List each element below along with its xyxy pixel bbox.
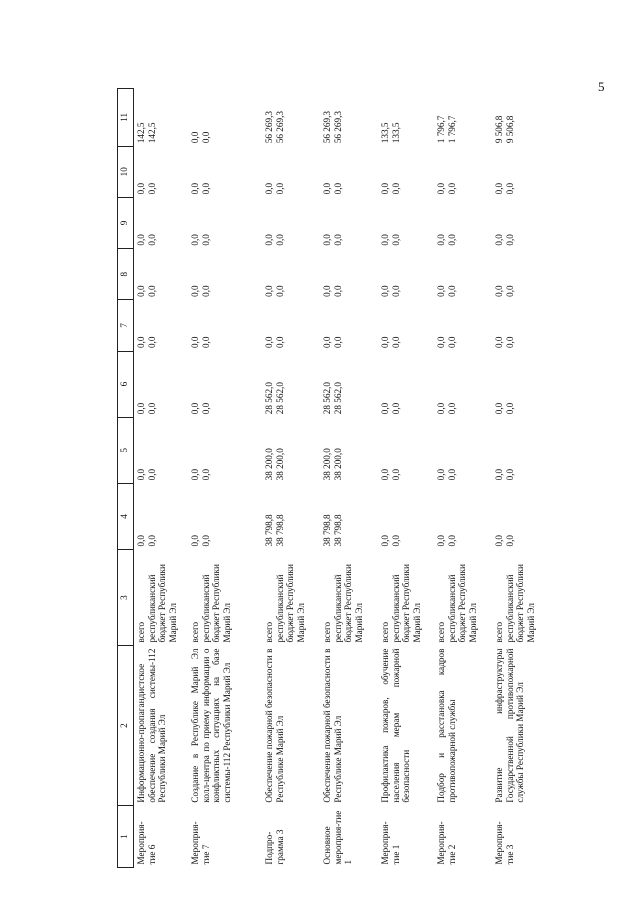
table-row xyxy=(434,89,492,868)
column-header: 11 xyxy=(118,89,134,147)
row-code: Подпро-грамма 3 xyxy=(264,829,285,865)
value-cell: 0,0 0,0 xyxy=(494,535,515,547)
row-code: Мероприя-тие 2 xyxy=(436,821,457,865)
row-code: Мероприя-тие 1 xyxy=(380,821,401,865)
value-cell: 28 562,0 28 562,0 xyxy=(322,382,343,415)
value-cell: 0,0 0,0 xyxy=(436,535,457,547)
value-cell: 0,0 0,0 xyxy=(322,285,343,297)
value-cell: 56 269,3 56 269,3 xyxy=(264,111,285,144)
value-cell: 0,0 0,0 xyxy=(322,336,343,349)
column-header: 4 xyxy=(118,483,134,549)
financing-source: всего республиканский бюджет Республики Марий Эл xyxy=(380,564,422,643)
row-name: Обеспечение пожарной безопасности в Республике Марий Эл xyxy=(264,648,285,803)
value-cell: 142,5 142,5 xyxy=(136,122,157,144)
value-cell: 0,0 0,0 xyxy=(380,402,401,415)
value-cell: 0,0 0,0 xyxy=(380,285,401,297)
value-cell: 0,0 0,0 xyxy=(380,535,401,547)
financing-source: всего республиканский бюджет Республики Марий Эл xyxy=(136,564,178,643)
value-cell: 0,0 0,0 xyxy=(264,285,285,297)
value-cell: 0,0 0,0 xyxy=(190,535,211,547)
column-number-row xyxy=(118,89,134,868)
value-cell: 0,0 0,0 xyxy=(190,131,211,144)
row-name: Информационно-пропагандистское обеспечение создания системы-112 Республики Марий Эл xyxy=(136,648,168,803)
row-name: Обеспечение пожарной безопасности в Республике Марий Эл xyxy=(322,648,343,803)
value-cell: 0,0 0,0 xyxy=(190,336,211,349)
rotated-table-wrapper xyxy=(117,88,547,868)
value-cell: 0,0 0,0 xyxy=(264,336,285,349)
value-cell: 0,0 0,0 xyxy=(264,182,285,195)
value-cell: 0,0 0,0 xyxy=(190,285,211,297)
value-cell: 0,0 0,0 xyxy=(436,234,457,246)
value-cell: 9 506,8 9 506,8 xyxy=(494,115,515,144)
value-cell: 0,0 0,0 xyxy=(436,468,457,481)
row-name: Профилактика пожаров, обучение населения мерам пожарной безопасности xyxy=(380,648,412,803)
financing-source: всего республиканский бюджет Республики Марий Эл xyxy=(264,564,306,643)
value-cell: 0,0 0,0 xyxy=(190,234,211,246)
value-cell: 133,5 133,5 xyxy=(380,122,401,144)
value-cell: 0,0 0,0 xyxy=(494,402,515,415)
value-cell: 0,0 0,0 xyxy=(494,234,515,246)
row-name: Создание в Республике Марий Эл колл-центра по приему информации о конфликтных ситуациях на базе системы-112 Республики Марий Эл xyxy=(190,648,232,803)
value-cell: 38 798,8 38 798,8 xyxy=(322,514,343,547)
row-code: Мероприя-тие 3 xyxy=(494,821,515,865)
column-header: 6 xyxy=(118,351,134,417)
value-cell: 0,0 0,0 xyxy=(136,234,157,246)
table-row xyxy=(134,89,189,868)
table-row xyxy=(492,89,544,868)
value-cell: 0,0 0,0 xyxy=(380,234,401,246)
value-cell: 0,0 0,0 xyxy=(494,182,515,195)
value-cell: 0,0 0,0 xyxy=(136,535,157,547)
value-cell: 0,0 0,0 xyxy=(136,182,157,195)
value-cell: 0,0 0,0 xyxy=(494,285,515,297)
row-code: Мероприя-тие 7 xyxy=(190,821,211,865)
column-header: 5 xyxy=(118,417,134,483)
table-row xyxy=(320,89,378,868)
row-name: Развитие инфраструктуры Государственной противопожарной службы Республики Марий Эл xyxy=(494,648,526,803)
value-cell: 0,0 0,0 xyxy=(322,234,343,246)
value-cell: 56 269,3 56 269,3 xyxy=(322,111,343,144)
value-cell: 0,0 0,0 xyxy=(380,468,401,481)
row-code: Основное мероприя-тие 1 xyxy=(322,810,354,865)
column-header: 10 xyxy=(118,146,134,197)
column-header: 7 xyxy=(118,300,134,351)
financing-source: всего республиканский бюджет Республики Марий Эл xyxy=(190,564,232,643)
value-cell: 0,0 0,0 xyxy=(436,402,457,415)
value-cell: 38 798,8 38 798,8 xyxy=(264,514,285,547)
row-name: Подбор и расстановка кадров противопожарной службы xyxy=(436,648,457,803)
value-cell: 0,0 0,0 xyxy=(136,402,157,415)
column-header: 3 xyxy=(118,550,134,646)
value-cell: 28 562,0 28 562,0 xyxy=(264,382,285,415)
value-cell: 0,0 0,0 xyxy=(136,468,157,481)
page-number: 5 xyxy=(598,79,605,94)
budget-table xyxy=(117,88,544,868)
financing-source: всего республиканский бюджет Республики Марий Эл xyxy=(494,564,536,643)
value-cell: 0,0 0,0 xyxy=(136,285,157,297)
value-cell: 0,0 0,0 xyxy=(190,402,211,415)
value-cell: 0,0 0,0 xyxy=(494,336,515,349)
financing-source: всего республиканский бюджет Республики Марий Эл xyxy=(436,564,478,643)
column-header: 9 xyxy=(118,197,134,248)
value-cell: 0,0 0,0 xyxy=(264,234,285,246)
value-cell: 0,0 0,0 xyxy=(190,182,211,195)
value-cell: 0,0 0,0 xyxy=(436,182,457,195)
column-header: 2 xyxy=(118,646,134,806)
value-cell: 38 200,0 38 200,0 xyxy=(264,448,285,481)
value-cell: 0,0 0,0 xyxy=(494,468,515,481)
column-header: 1 xyxy=(118,806,134,868)
value-cell: 1 796,7 1 796,7 xyxy=(436,115,457,144)
value-cell: 0,0 0,0 xyxy=(136,336,157,349)
financing-source: всего республиканский бюджет Республики Марий Эл xyxy=(322,564,364,643)
value-cell: 0,0 0,0 xyxy=(380,182,401,195)
value-cell: 38 200,0 38 200,0 xyxy=(322,448,343,481)
value-cell: 0,0 0,0 xyxy=(436,336,457,349)
table-row xyxy=(378,89,434,868)
table-row xyxy=(262,89,320,868)
value-cell: 0,0 0,0 xyxy=(322,182,343,195)
row-code: Мероприя-тие 6 xyxy=(136,821,157,865)
value-cell: 0,0 0,0 xyxy=(380,336,401,349)
column-header: 8 xyxy=(118,249,134,300)
table-row xyxy=(188,89,262,868)
value-cell: 0,0 0,0 xyxy=(190,468,211,481)
value-cell: 0,0 0,0 xyxy=(436,285,457,297)
